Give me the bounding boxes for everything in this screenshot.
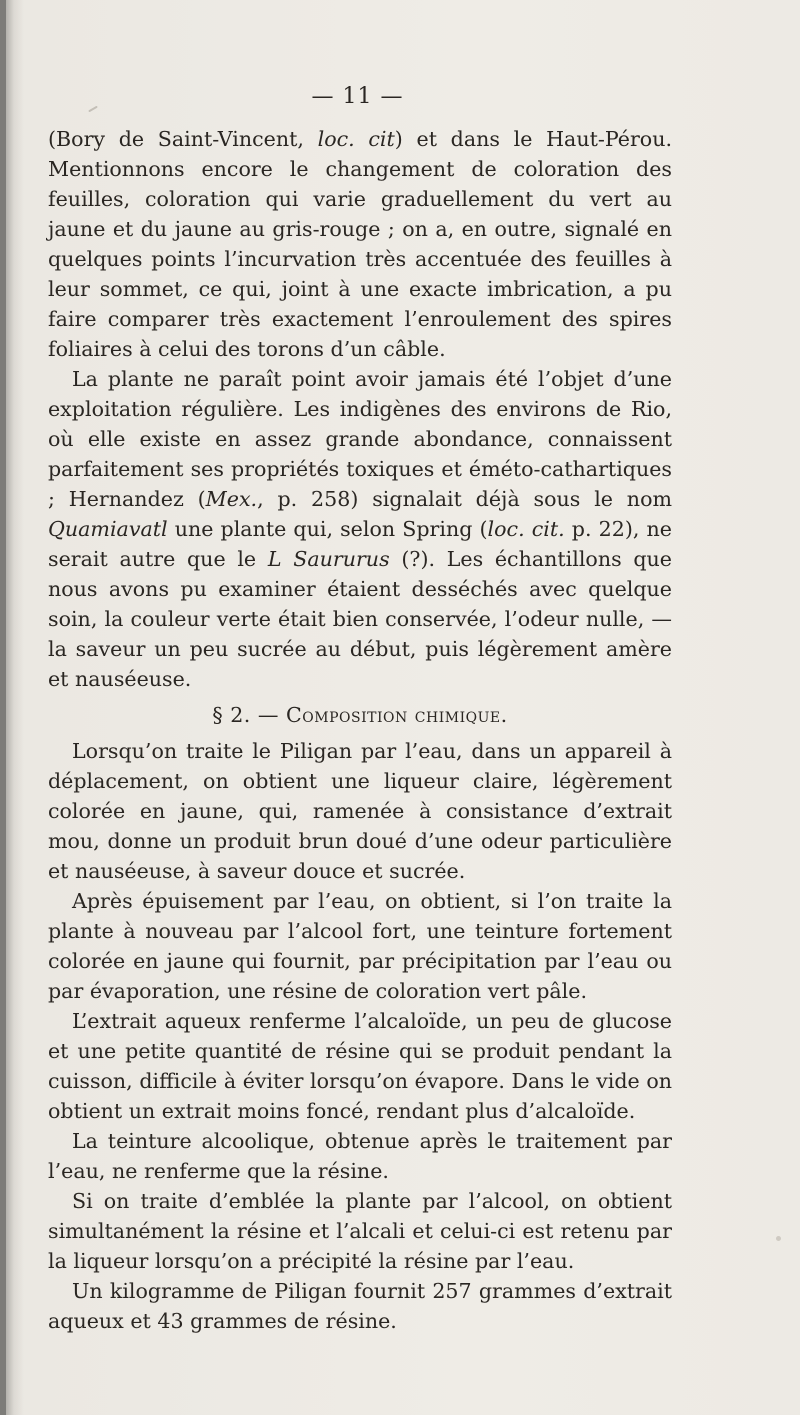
italic-plant-name: L Saururus [267, 547, 390, 571]
italic-citation: loc. cit. [487, 517, 565, 541]
text-run: (Bory de Saint-Vincent, [48, 127, 318, 151]
text-run: (?). Les échantillons que nous avons pu examiner étaient desséchés avec quelque soin, la couleur verte était bien conservée, l’odeur nulle, — la saveur un peu sucrée au début, puis légèrement amère et nauséeuse. [48, 547, 672, 691]
text-run: La plante ne paraît point avoir jamais été l’objet d’une exploitation régulière. Les indigènes des environs de Rio, où elle existe en assez grande abondance, connaissent parfaitement ses propriétés toxiques et éméto-cathartiques ; Hernandez ( [48, 367, 672, 511]
italic-citation: loc. cit [317, 127, 395, 151]
paragraph-5: L’extrait aqueux renferme l’alcaloïde, un peu de glucose et une petite quantité de résine qui se produit pendant la cuisson, difficile à éviter lorsqu’on évapore. Dans le vide on obtient un extrait moins foncé, rendant plus d’alcaloïde. [48, 1009, 672, 1123]
text-run: p. 22), ne serait autre que le [48, 517, 672, 571]
text-run: une plante qui, selon Spring ( [167, 517, 488, 541]
paragraph-4: Après épuisement par l’eau, on obtient, si l’on traite la plante à nouveau par l’alcool fort, une teinture fortement colorée en jaune qui fournit, par précipitation par l’eau ou par évaporation, une résine de coloration vert pâle. [48, 889, 672, 1003]
paragraph-6: La teinture alcoolique, obtenue après le traitement par l’eau, ne renferme que la résine. [48, 1129, 672, 1183]
section-title: Composition chimique. [286, 703, 508, 727]
italic-citation: Mex. [205, 487, 258, 511]
paper-speck [776, 1236, 781, 1241]
text-run: ) et dans le Haut-Pérou. Mentionnons encore le changement de coloration des feuilles, coloration qui varie graduellement du vert au jaune et du jaune au gris-rouge ; on a, en outre, signalé en quelques points l’incurvation très accentuée des feuilles à leur sommet, ce qui, joint à une exacte imbrication, a pu faire comparer très exactement l’enroulement des spires foliaires à celui des torons d’un câble. [48, 127, 672, 361]
paragraph-1 [48, 124, 672, 364]
page-number: — 11 — [311, 84, 404, 109]
section-number: § 2. — [212, 703, 287, 727]
section-heading [48, 700, 672, 730]
paragraph-3: Lorsqu’on traite le Piligan par l’eau, dans un appareil à déplacement, on obtient une liqueur claire, légèrement colorée en jaune, qui, ramenée à consistance d’extrait mou, donne un produit brun doué d’une odeur particulière et nauséeuse, à saveur douce et sucrée. [48, 739, 672, 883]
body-text [48, 124, 672, 1336]
paragraph-8: Un kilogramme de Piligan fournit 257 grammes d’extrait aqueux et 43 grammes de résine. [48, 1279, 672, 1333]
paragraph-7: Si on traite d’emblée la plante par l’alcool, on obtient simultanément la résine et l’alcali et celui-ci est retenu par la liqueur lorsqu’on a précipité la résine par l’eau. [48, 1189, 672, 1273]
italic-plant-name: Quamiavatl [48, 517, 168, 541]
paragraph-2 [48, 364, 672, 694]
text-run: , p. 258) signalait déjà sous le nom [257, 487, 672, 511]
book-spine-shadow [0, 0, 6, 1415]
